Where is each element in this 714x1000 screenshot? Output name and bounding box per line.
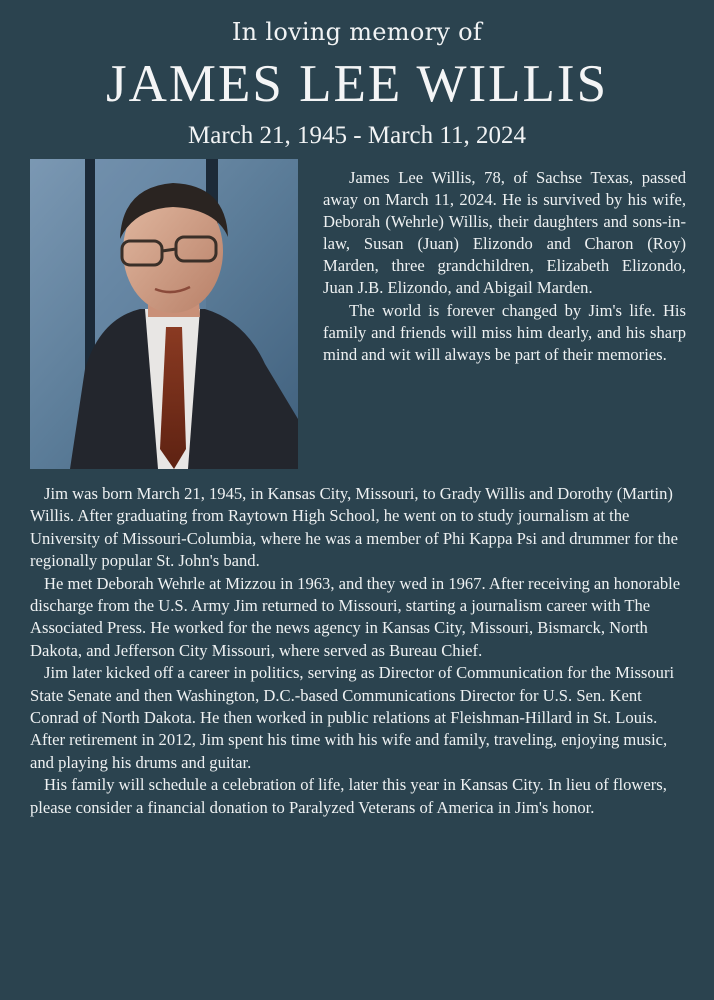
life-dates: March 21, 1945 - March 11, 2024: [188, 122, 526, 149]
obituary-paragraph: The world is forever changed by Jim's life. His family and friends will miss him dearly, and his sharp mind and wit will always be part of their memories.: [323, 300, 686, 364]
deceased-name: JAMES LEE WILLIS: [105, 55, 609, 113]
obituary-body: [30, 483, 690, 819]
obituary-paragraph: He met Deborah Wehrle at Mizzou in 1963, and they wed in 1967. After receiving an honorable discharge from the U.S. Army Jim returned to Missouri, starting a journalism career with The Associated Press. He worked for the news agency in Kansas City, Missouri, Bismarck, North Dakota, and Jefferson City Missouri, where served as Bureau Chief.: [30, 573, 681, 660]
obituary-paragraph: His family will schedule a celebration of life, later this year in Kansas City. In lieu of flowers, please consider a financial donation to Paralyzed Veterans of America in Jim's honor.: [30, 775, 667, 817]
portrait-illustration: [30, 159, 298, 469]
portrait-photo: [30, 159, 298, 469]
obituary-paragraph: James Lee Willis, 78, of Sachse Texas, passed away on March 11, 2024. He is survived by his wife, Deborah (Wehrle) Willis, their daughters and sons-in-law, Susan (Juan) Elizondo and Charon (Roy) Marden, three grandchildren, Elizabeth Elizondo, Juan J.B. Elizondo, and Abigail Marden.: [323, 168, 686, 298]
obituary-paragraph: Jim was born March 21, 1945, in Kansas City, Missouri, to Grady Willis and Dorothy (Martin) Willis. After graduating from Raytown High School, he went on to study journalism at the University of Missouri-Columbia, where he was a member of Phi Kappa Psi and drummer for the regionally popular St. John's band.: [30, 484, 678, 571]
intro-line: In loving memory of: [231, 18, 483, 46]
obituary-paragraph: Jim later kicked off a career in politics, serving as Director of Communication for the Missouri State Senate and then Washington, D.C.-based Communications Director for U.S. Sen. Kent Conrad of North Dakota. He then worked in public relations at Fleishman-Hillard in St. Louis. After retirement in 2012, Jim spent his time with his wife and family, traveling, enjoying music, and playing his drums and guitar.: [30, 663, 675, 772]
obituary-intro: [323, 167, 686, 366]
